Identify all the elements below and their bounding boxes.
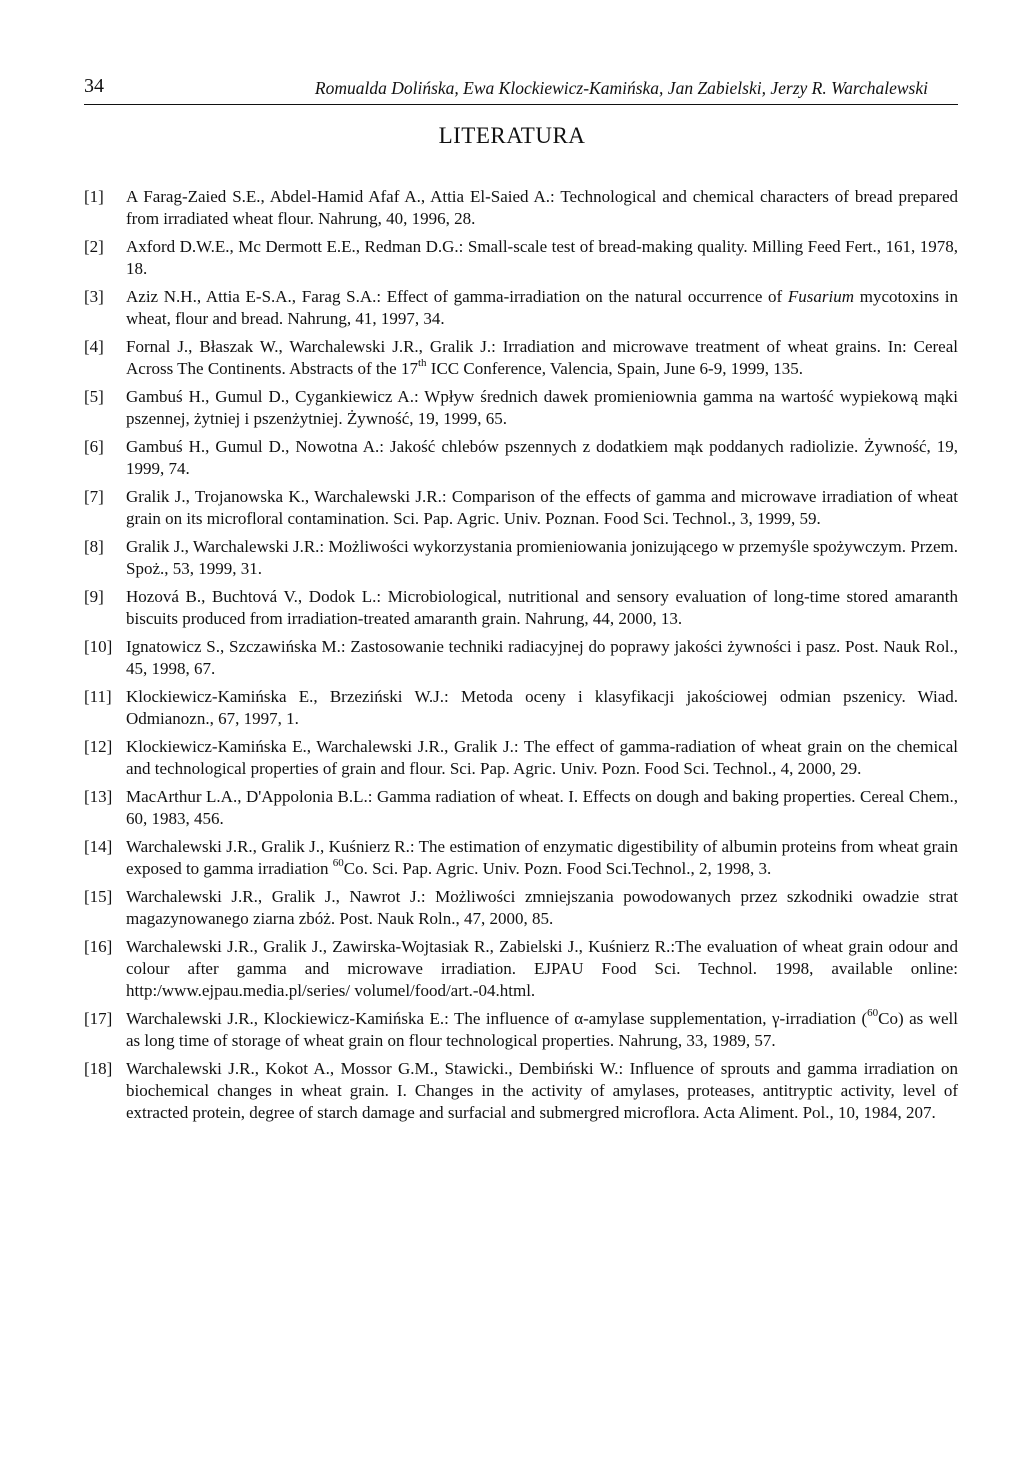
reference-number: [8] (84, 537, 104, 556)
page-number: 34 (84, 75, 104, 97)
reference-number: [5] (84, 387, 104, 406)
reference-number: [12] (84, 737, 113, 756)
reference-item (84, 486, 958, 530)
reference-item (84, 686, 958, 730)
reference-text-start: Fornal J., Błaszak W., Warchalewski J.R., Gralik J.: Irradiation and microwave treatment of wheat grains. In: Cereal Across The Continents. Abstracts of the 17 (126, 337, 958, 378)
reference-item (84, 786, 958, 830)
reference-text: Warchalewski J.R., Gralik J., Zawirska-Wojtasiak R., Zabielski J., Kuśnierz R.:The evaluation of wheat grain odour and colour after gamma and microwave irradiation. EJPAU Food Sci. Technol. 1998, available online: http:/www.ejpau.media.pl/series/ volumel/food/art.-04.html. (126, 937, 958, 1000)
section-title: LITERATURA (438, 123, 586, 148)
reference-number: [16] (84, 937, 113, 956)
reference-text: Gralik J., Warchalewski J.R.: Możliwości wykorzystania promieniowania jonizującego w przemyśle spożywczym. Przem. Spoż., 53, 1999, 31. (126, 537, 958, 578)
reference-text: Gambuś H., Gumul D., Nowotna A.: Jakość chlebów pszennych z dodatkiem mąk poddanych radiolizie. Żywność, 19, 1999, 74. (126, 437, 958, 478)
reference-text: Gralik J., Trojanowska K., Warchalewski J.R.: Comparison of the effects of gamma and microwave irradiation of wheat grain on its microfloral contamination. Sci. Pap. Agric. Univ. Poznan. Food Sci. Technol., 3, 1999, 59. (126, 487, 958, 528)
reference-item (84, 636, 958, 680)
reference-text: Gambuś H., Gumul D., Cygankiewicz A.: Wpływ średnich dawek promieniownia gamma na wartość wypiekową mąki pszennej, żytniej i pszenżytniej. Żywność, 19, 1999, 65. (126, 387, 958, 428)
reference-number: [13] (84, 787, 113, 806)
reference-italic-term: Fusarium (787, 287, 855, 306)
reference-item (84, 336, 958, 380)
reference-number: [7] (84, 487, 104, 506)
reference-item (84, 586, 958, 630)
reference-item (84, 436, 958, 480)
reference-item (84, 536, 958, 580)
reference-list (84, 186, 958, 1130)
reference-text-end: Co. Sci. Pap. Agric. Univ. Pozn. Food Sci.Technol., 2, 1998, 3. (343, 859, 772, 878)
reference-text (126, 1008, 958, 1052)
reference-text: Warchalewski J.R., Kokot A., Mossor G.M., Stawicki., Dembiński W.: Influence of sprouts and gamma irradiation on biochemical changes in wheat grain. I. Changes in the activity of amylases, proteases, antitryptic activity, level of extracted protein, degree of starch damage and surfacial and submergred microflora. Acta Aliment. Pol., 10, 1984, 207. (126, 1059, 958, 1122)
reference-item (84, 836, 958, 880)
reference-number: [18] (84, 1059, 113, 1078)
reference-number: [10] (84, 637, 113, 656)
reference-text-start: Warchalewski J.R., Klockiewicz-Kamińska E.: The influence of α-amylase supplementation, γ-irradiation ( (126, 1009, 868, 1028)
reference-number: [14] (84, 837, 113, 856)
reference-number: [4] (84, 337, 104, 356)
reference-number: [2] (84, 237, 104, 256)
reference-text-end: Co) as well as long time of storage of wheat grain on flour technological properties. Nahrung, 33, 1989, 57. (126, 1009, 958, 1050)
reference-superscript: 60 (867, 1007, 879, 1020)
reference-item (84, 1008, 958, 1052)
reference-number: [17] (84, 1009, 113, 1028)
reference-text: Hozová B., Buchtová V., Dodok L.: Microbiological, nutritional and sensory evaluation of long-time stored amaranth biscuits produced from irradiation-treated amaranth grain. Nahrung, 44, 2000, 13. (126, 587, 958, 628)
reference-text-end: mycotoxins in wheat, flour and bread. Nahrung, 41, 1997, 34. (126, 287, 958, 328)
reference-item (84, 236, 958, 280)
reference-item (84, 936, 958, 1002)
running-header (84, 74, 958, 105)
reference-number: [9] (84, 587, 104, 606)
reference-item (84, 886, 958, 930)
reference-text: Klockiewicz-Kamińska E., Brzeziński W.J.: Metoda oceny i klasyfikacji jakościowej odmian pszenicy. Wiad. Odmianozn., 67, 1997, 1. (126, 687, 958, 728)
reference-text (126, 836, 958, 880)
reference-item (84, 386, 958, 430)
reference-item (84, 736, 958, 780)
reference-text (126, 286, 958, 330)
reference-text-start: Warchalewski J.R., Gralik J., Kuśnierz R.: The estimation of enzymatic digestibility of albumin proteins from wheat grain exposed to gamma irradiation (126, 837, 958, 878)
reference-number: [3] (84, 287, 104, 306)
reference-number: [1] (84, 187, 104, 206)
running-header-authors: Romualda Dolińska, Ewa Klockiewicz-Kamińska, Jan Zabielski, Jerzy R. Warchalewski (314, 78, 928, 98)
reference-number: [15] (84, 887, 113, 906)
reference-superscript: th (417, 357, 427, 370)
reference-item (84, 186, 958, 230)
reference-text: Klockiewicz-Kamińska E., Warchalewski J.R., Gralik J.: The effect of gamma-radiation of wheat grain on the chemical and technological properties of grain and flour. Sci. Pap. Agric. Univ. Pozn. Food Sci. Technol., 4, 2000, 29. (126, 737, 958, 778)
reference-item (84, 286, 958, 330)
reference-text: MacArthur L.A., D'Appolonia B.L.: Gamma radiation of wheat. I. Effects on dough and baking properties. Cereal Chem., 60, 1983, 456. (126, 787, 958, 828)
reference-number: [6] (84, 437, 104, 456)
reference-text (126, 336, 958, 380)
reference-text: Axford D.W.E., Mc Dermott E.E., Redman D.G.: Small-scale test of bread-making quality. Milling Feed Fert., 161, 1978, 18. (126, 237, 958, 278)
reference-number: [11] (84, 687, 112, 706)
reference-item (84, 1058, 958, 1124)
reference-text: Ignatowicz S., Szczawińska M.: Zastosowanie techniki radiacyjnej do poprawy jakości żywności i pasz. Post. Nauk Rol., 45, 1998, 67. (126, 637, 958, 678)
reference-text-end: ICC Conference, Valencia, Spain, June 6-9, 1999, 135. (426, 359, 803, 378)
reference-text: A Farag-Zaied S.E., Abdel-Hamid Afaf A., Attia El-Saied A.: Technological and chemical characters of bread prepared from irradiated wheat flour. Nahrung, 40, 1996, 28. (126, 187, 958, 228)
reference-superscript: 60 (332, 857, 344, 870)
reference-text: Warchalewski J.R., Gralik J., Nawrot J.: Możliwości zmniejszania powodowanych przez szkodniki owadzie strat magazynowanego ziarna zbóż. Post. Nauk Roln., 47, 2000, 85. (126, 887, 958, 928)
reference-text-start: Aziz N.H., Attia E-S.A., Farag S.A.: Effect of gamma-irradiation on the natural occurrence of (126, 287, 788, 306)
